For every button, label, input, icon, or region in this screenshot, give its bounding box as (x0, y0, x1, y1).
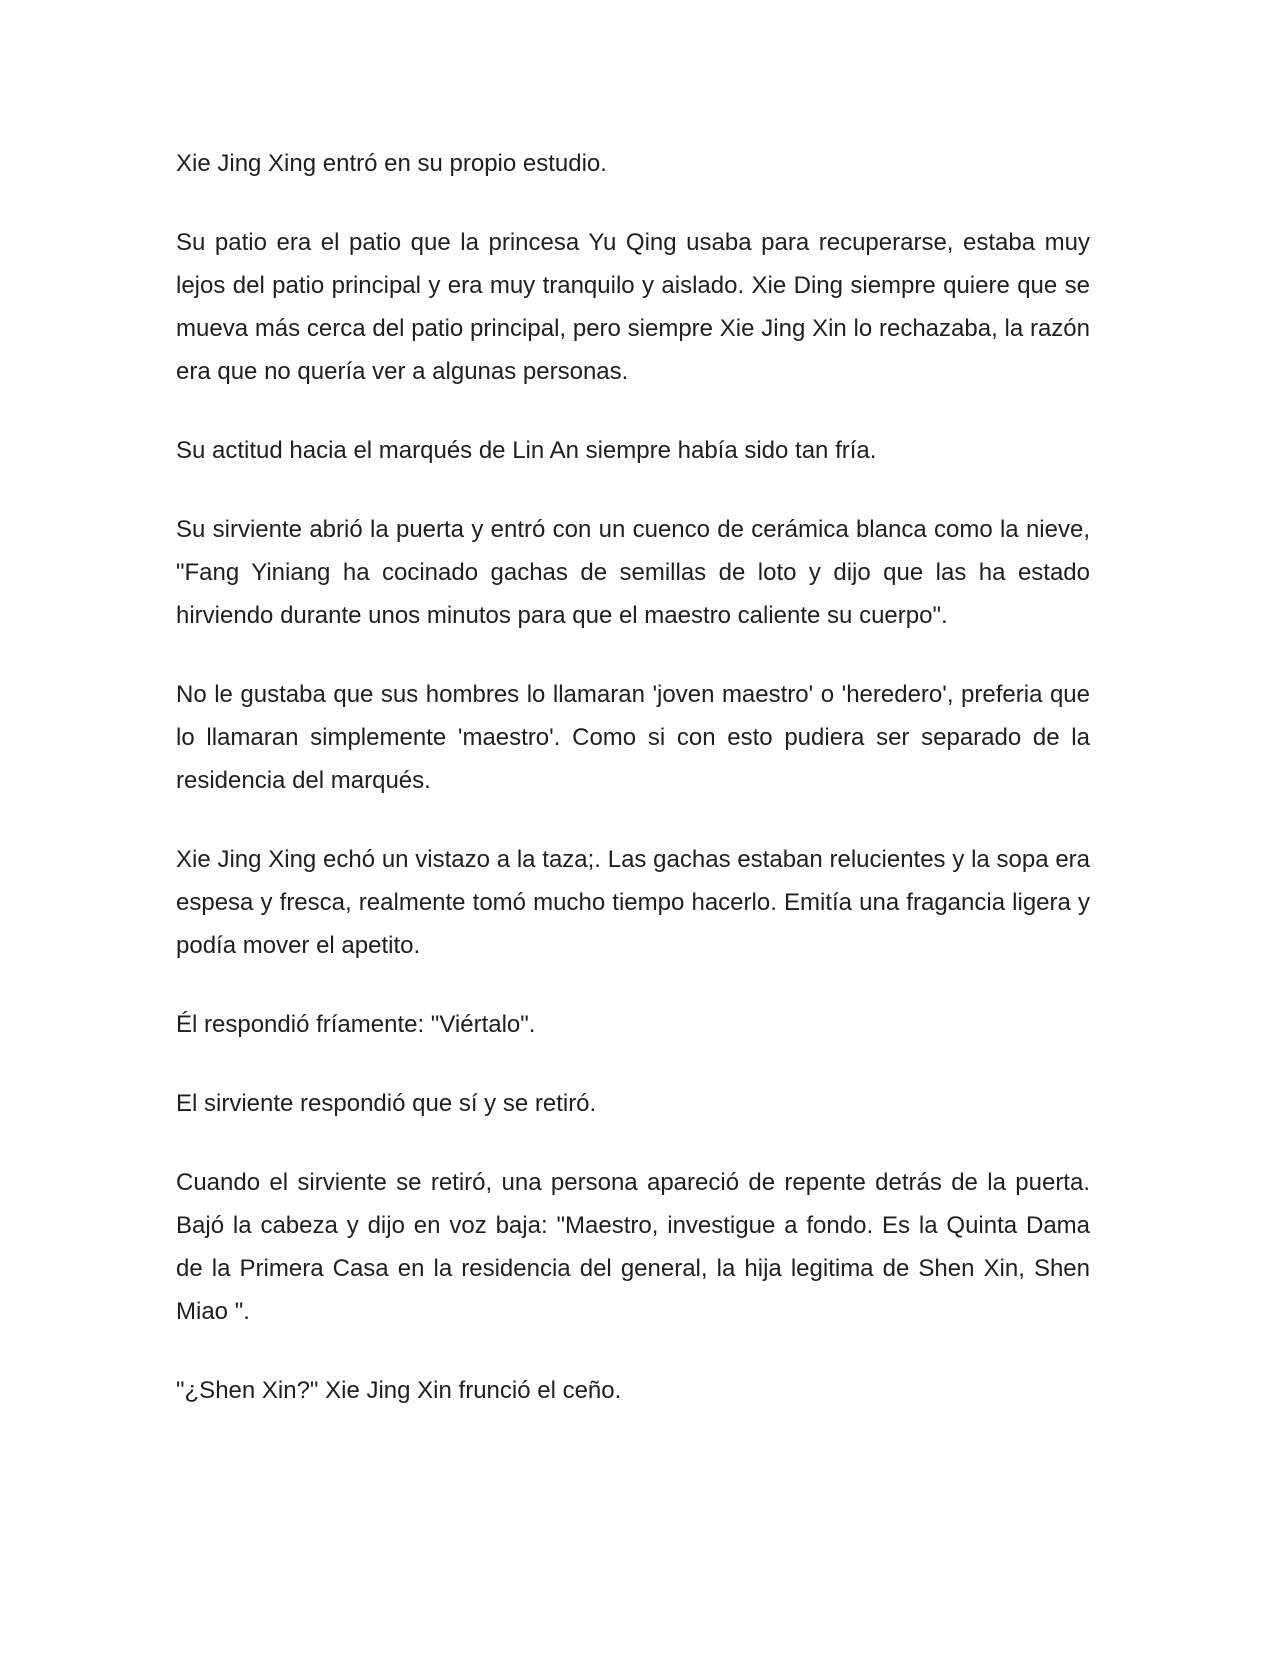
paragraph-7: Él respondió fríamente: "Viértalo". (176, 1011, 536, 1038)
paragraph-1: Xie Jing Xing entró en su propio estudio. (176, 150, 607, 177)
paragraph-8: El sirviente respondió que sí y se retiró. (176, 1090, 597, 1117)
document-page (176, 142, 1090, 1448)
paragraph-4: Su sirviente abrió la puerta y entró con un cuenco de cerámica blanca como la nieve, "Fang Yiniang ha cocinado gachas de semillas de loto y dijo que las ha estado hirviendo durante unos minutos para que el maestro caliente su cuerpo". (176, 516, 1090, 629)
paragraph-2: Su patio era el patio que la princesa Yu Qing usaba para recuperarse, estaba muy lejos del patio principal y era muy tranquilo y aislado. Xie Ding siempre quiere que se mueva más cerca del patio principal, pero siempre Xie Jing Xin lo rechazaba, la razón era que no quería ver a algunas personas. (176, 229, 1090, 385)
paragraph-6: Xie Jing Xing echó un vistazo a la taza;. Las gachas estaban relucientes y la sopa era espesa y fresca, realmente tomó mucho tiempo hacerlo. Emitía una fragancia ligera y podía mover el apetito. (176, 846, 1090, 959)
paragraph-10: "¿Shen Xin?" Xie Jing Xin frunció el ceño. (176, 1377, 622, 1404)
paragraph-5: No le gustaba que sus hombres lo llamaran 'joven maestro' o 'heredero', preferia que lo llamaran simplemente 'maestro'. Como si con esto pudiera ser separado de la residencia del marqués. (176, 681, 1090, 794)
paragraph-9: Cuando el sirviente se retiró, una persona apareció de repente detrás de la puerta. Bajó la cabeza y dijo en voz baja: "Maestro, investigue a fondo. Es la Quinta Dama de la Primera Casa en la residencia del general, la hija legitima de Shen Xin, Shen Miao ". (176, 1169, 1090, 1325)
paragraph-3: Su actitud hacia el marqués de Lin An siempre había sido tan fría. (176, 437, 877, 464)
